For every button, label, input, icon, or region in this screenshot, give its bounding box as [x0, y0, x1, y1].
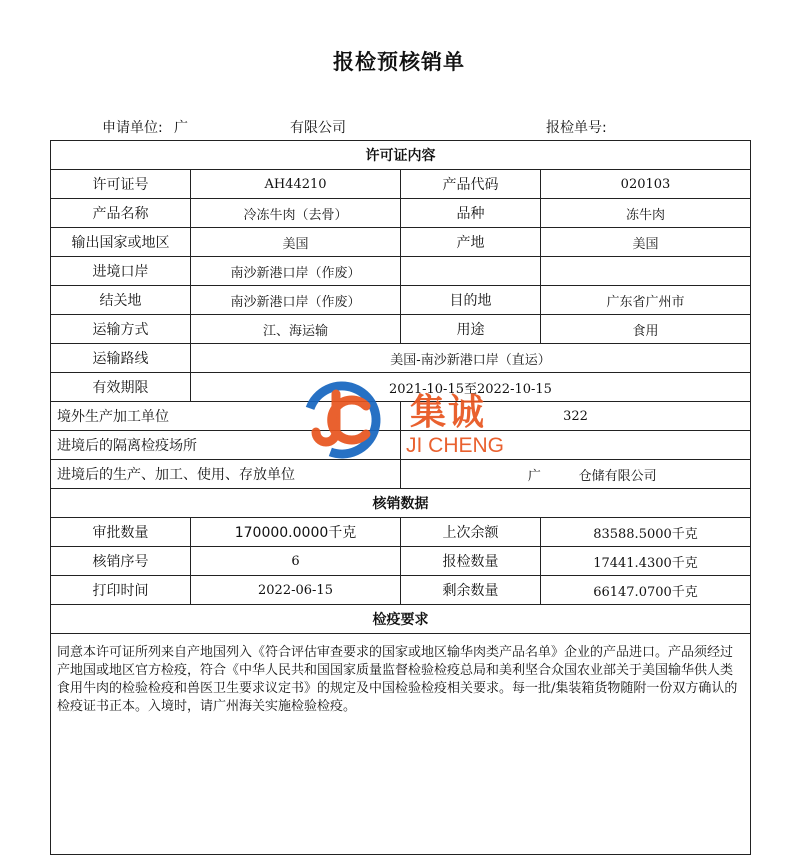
section-row [51, 141, 751, 170]
section-writeoff-header: 核销数据 [51, 489, 751, 518]
writeoff-seq-value: 6 [191, 547, 401, 576]
writeoff-seq-label: 核销序号 [51, 547, 191, 576]
applicant-name-part2: 有限公司 [290, 120, 346, 136]
transport-label: 运输方式 [51, 315, 191, 344]
customs-label: 结关地 [51, 286, 191, 315]
table-row [51, 634, 751, 855]
empty-cell [401, 257, 541, 286]
section-row [51, 489, 751, 518]
transport-value: 江、海运输 [191, 315, 401, 344]
destination-value: 广东省广州市 [541, 286, 751, 315]
license-no-value: AH44210 [191, 170, 401, 199]
export-country-label: 输出国家或地区 [51, 228, 191, 257]
quarantine-requirements-text: 同意本许可证所列来自产地国列入《符合评估审查要求的国家或地区输华肉类产品名单》企业的产品进口。产品须经过产地国或地区官方检疫，符合《中华人民共和国国家质量监督检验检疫总局和美利坚合众国农业部关于美国输华供人类食用牛肉的检验检疫和兽医卫生要求议定书》的规定及中国检验检疫相关要求。每一批/集装箱货物随附一份双方确认的检疫证书正本。入境时，请广州海关实施检验检疫。 [51, 634, 751, 855]
approved-qty-label: 审批数量 [51, 518, 191, 547]
inspection-no-label: 报检单号: [546, 120, 607, 136]
route-label: 运输路线 [51, 344, 191, 373]
last-balance-value: 83588.5000千克 [541, 518, 751, 547]
license-no-label: 许可证号 [51, 170, 191, 199]
table-row [51, 547, 751, 576]
origin-label: 产地 [401, 228, 541, 257]
applicant-name-part1: 广 [174, 120, 188, 136]
jicheng-watermark-logo [302, 378, 522, 468]
usage-value: 食用 [541, 315, 751, 344]
variety-value: 冻牛肉 [541, 199, 751, 228]
inspection-form-table [50, 140, 751, 855]
quarantine-site-label: 进境后的隔离检疫场所 [51, 431, 401, 460]
origin-value: 美国 [541, 228, 751, 257]
watermark-name-en: JI CHENG [406, 434, 505, 457]
applicant-label: 申请单位: [102, 120, 163, 136]
table-row [51, 286, 751, 315]
table-row [51, 257, 751, 286]
approved-qty-value: 170000.0000千克 [191, 518, 401, 547]
watermark-name-cn: 集诚 [410, 392, 487, 433]
foreign-producer-value: 322 [401, 402, 751, 431]
customs-value: 南沙新港口岸（作废） [191, 286, 401, 315]
remaining-qty-value: 66147.0700千克 [541, 576, 751, 605]
storage-unit-label: 进境后的生产、加工、使用、存放单位 [51, 460, 401, 489]
storage-unit-part1: 广 [527, 468, 541, 484]
usage-label: 用途 [401, 315, 541, 344]
destination-label: 目的地 [401, 286, 541, 315]
last-balance-label: 上次余额 [401, 518, 541, 547]
entry-port-value: 南沙新港口岸（作废） [191, 257, 401, 286]
jicheng-logo-icon [302, 380, 382, 460]
print-date-label: 打印时间 [51, 576, 191, 605]
entry-port-label: 进境口岸 [51, 257, 191, 286]
empty-cell [541, 257, 751, 286]
print-date-value: 2022-06-15 [191, 576, 401, 605]
table-row [51, 170, 751, 199]
validity-label: 有效期限 [51, 373, 191, 402]
foreign-producer-label: 境外生产加工单位 [51, 402, 401, 431]
table-row [51, 518, 751, 547]
export-country-value: 美国 [191, 228, 401, 257]
product-name-value: 冷冻牛肉（去骨） [191, 199, 401, 228]
table-row [51, 576, 751, 605]
remaining-qty-label: 剩余数量 [401, 576, 541, 605]
table-row [51, 344, 751, 373]
inspection-qty-label: 报检数量 [401, 547, 541, 576]
product-name-label: 产品名称 [51, 199, 191, 228]
table-row [51, 315, 751, 344]
section-license-header: 许可证内容 [51, 141, 751, 170]
page-title: 报检预核销单 [333, 50, 465, 74]
section-quarantine-header: 检疫要求 [51, 605, 751, 634]
inspection-qty-value: 17441.4300千克 [541, 547, 751, 576]
table-row [51, 199, 751, 228]
product-code-label: 产品代码 [401, 170, 541, 199]
route-value: 美国-南沙新港口岸（直运） [191, 344, 751, 373]
variety-label: 品种 [401, 199, 541, 228]
storage-unit-part2: 仓储有限公司 [578, 468, 657, 484]
section-row [51, 605, 751, 634]
table-row [51, 228, 751, 257]
product-code-value: 020103 [541, 170, 751, 199]
validity-value: 2021-10-15至2022-10-15 [191, 373, 751, 402]
